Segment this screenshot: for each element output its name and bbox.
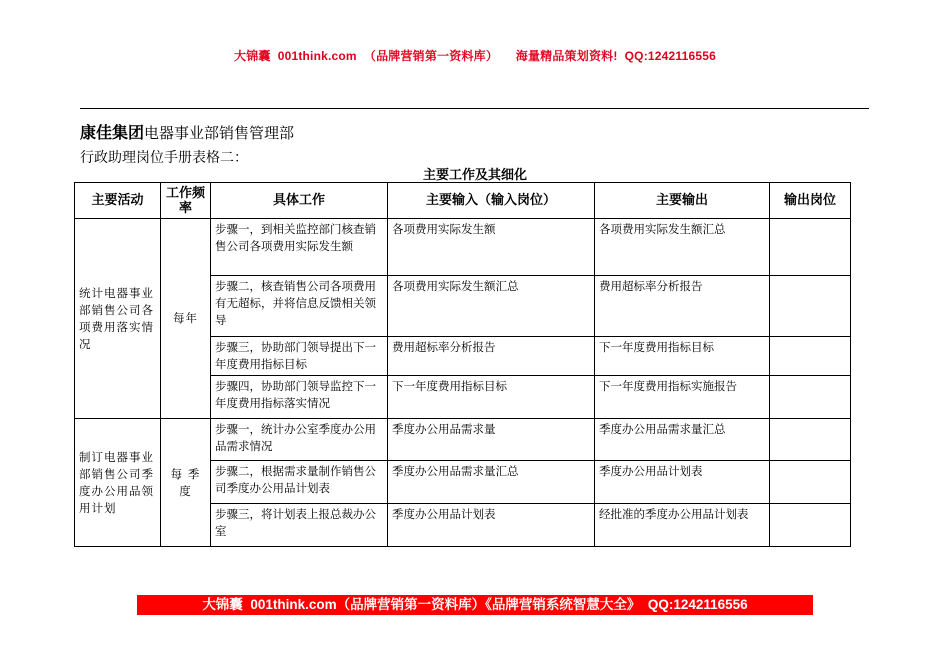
department-name: 电器事业部销售管理部 (144, 124, 295, 142)
output-cell: 下一年度费用指标实施报告 (595, 376, 770, 419)
work-cell: 步骤三，协助部门领导提出下一年度费用指标目标 (211, 337, 388, 376)
work-cell: 步骤四，协助部门领导监控下一年度费用指标落实情况 (211, 376, 388, 419)
table-caption: 主要工作及其细化 (422, 168, 527, 183)
activity-cell: 统计电器事业部销售公司各项费用落实情况 (75, 219, 161, 419)
input-cell: 季度办公用品需求量汇总 (388, 461, 595, 504)
header-divider (80, 108, 869, 109)
post-cell (770, 419, 851, 461)
company-heading (80, 120, 294, 143)
header-banner (0, 47, 950, 64)
input-cell: 各项费用实际发生额 (388, 219, 595, 276)
header-output-post: 输出岗位 (770, 183, 851, 219)
output-cell: 费用超标率分析报告 (595, 276, 770, 337)
work-cell: 步骤一，到相关监控部门核查销售公司各项费用实际发生额 (211, 219, 388, 276)
post-cell (770, 219, 851, 276)
table-row (75, 219, 851, 276)
post-cell (770, 337, 851, 376)
work-cell: 步骤二，核查销售公司各项费用有无超标，并将信息反馈相关领导 (211, 276, 388, 337)
header-banner-site: 大锦囊 001think.com (234, 49, 357, 63)
output-cell: 季度办公用品需求量汇总 (595, 419, 770, 461)
input-cell: 费用超标率分析报告 (388, 337, 595, 376)
input-cell: 下一年度费用指标目标 (388, 376, 595, 419)
table-row (75, 419, 851, 461)
post-cell (770, 276, 851, 337)
output-cell: 各项费用实际发生额汇总 (595, 219, 770, 276)
post-cell (770, 504, 851, 547)
work-cell: 步骤一，统计办公室季度办公用品需求情况 (211, 419, 388, 461)
frequency-cell: 每年 (161, 219, 211, 419)
input-cell: 各项费用实际发生额汇总 (388, 276, 595, 337)
footer-banner: 大锦囊 001think.com（品牌营销第一资料库）《品牌营销系统智慧大全》 QQ:1242116556 (137, 595, 813, 615)
output-cell: 经批准的季度办公用品计划表 (595, 504, 770, 547)
header-main-input: 主要输入（输入岗位） (388, 183, 595, 219)
header-specific-work: 具体工作 (211, 183, 388, 219)
table-header-row (75, 183, 851, 219)
work-cell: 步骤二，根据需求量制作销售公司季度办公用品计划表 (211, 461, 388, 504)
company-name: 康佳集团 (80, 123, 145, 142)
header-frequency: 工作频率 (161, 183, 211, 219)
output-cell: 季度办公用品计划表 (595, 461, 770, 504)
activity-cell: 制订电器事业部销售公司季度办公用品领用计划 (75, 419, 161, 547)
header-main-activity: 主要活动 (75, 183, 161, 219)
form-title: 行政助理岗位手册表格二： (80, 150, 248, 166)
work-breakdown-table (74, 182, 851, 547)
header-banner-qq: QQ:1242116556 (624, 49, 716, 63)
header-main-output: 主要输出 (595, 183, 770, 219)
post-cell (770, 461, 851, 504)
post-cell (770, 376, 851, 419)
frequency-cell: 每 季度 (161, 419, 211, 547)
work-cell: 步骤三，将计划表上报总裁办公室 (211, 504, 388, 547)
header-banner-slogan: 海量精品策划资料! (515, 49, 618, 63)
input-cell: 季度办公用品需求量 (388, 419, 595, 461)
output-cell: 下一年度费用指标目标 (595, 337, 770, 376)
input-cell: 季度办公用品计划表 (388, 504, 595, 547)
header-banner-tagline: （品牌营销第一资料库） (363, 49, 499, 63)
